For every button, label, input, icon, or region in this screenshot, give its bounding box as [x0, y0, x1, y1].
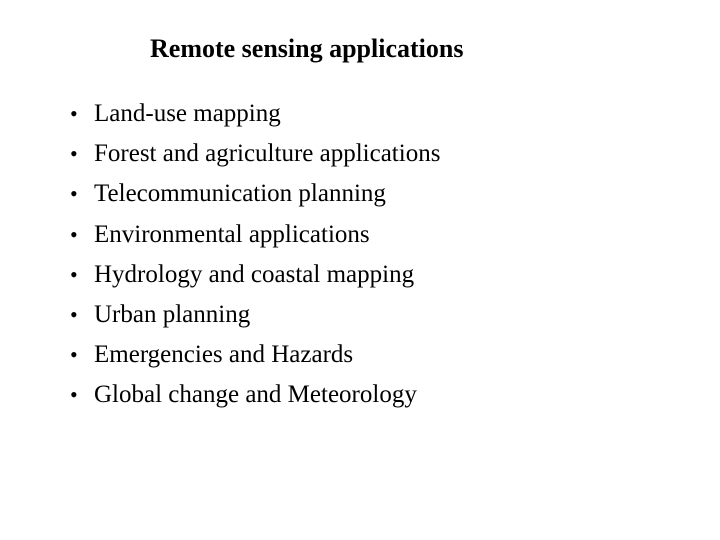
slide-title: Remote sensing applications: [150, 34, 464, 63]
bullet-icon: •: [70, 101, 78, 127]
bullet-icon: •: [70, 382, 78, 408]
bullet-text: Urban planning: [94, 301, 251, 329]
bullet-item: [70, 134, 440, 174]
bullet-item: [70, 335, 440, 375]
bullet-item: [70, 174, 440, 214]
bullet-item: [70, 94, 440, 134]
bullet-text: Global change and Meteorology: [94, 381, 417, 409]
bullet-item: [70, 255, 440, 295]
bullet-item: [70, 295, 440, 335]
bullet-text: Forest and agriculture applications: [94, 140, 441, 168]
bullet-text: Environmental applications: [94, 220, 370, 248]
bullet-icon: •: [70, 302, 78, 328]
bullet-text: Telecommunication planning: [94, 180, 386, 208]
bullet-icon: •: [70, 141, 78, 167]
bullet-item: [70, 375, 440, 415]
bullet-list: [70, 94, 440, 416]
bullet-text: Emergencies and Hazards: [94, 341, 354, 369]
bullet-icon: •: [70, 342, 78, 368]
bullet-icon: •: [70, 261, 78, 287]
bullet-text: Land-use mapping: [94, 100, 281, 128]
bullet-text: Hydrology and coastal mapping: [94, 260, 415, 288]
bullet-icon: •: [70, 181, 78, 207]
bullet-icon: •: [70, 221, 78, 247]
bullet-item: [70, 215, 440, 255]
